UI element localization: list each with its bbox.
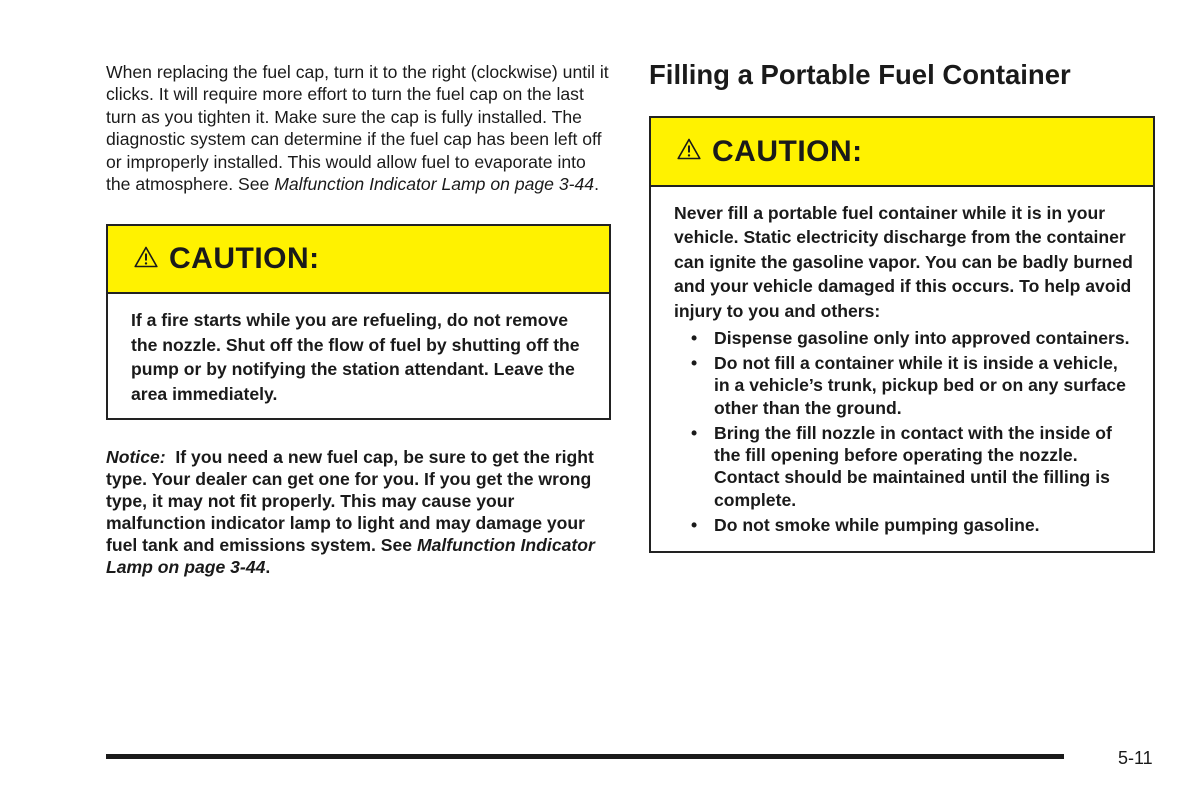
left-column	[106, 61, 611, 578]
bullet-item	[674, 327, 1133, 349]
bullet-dot: •	[691, 328, 698, 349]
caution-body	[651, 187, 1153, 551]
caution-bullet-list	[674, 327, 1133, 536]
footer-rule	[106, 754, 1064, 759]
bullet-text: Do not smoke while pumping gasoline.	[714, 514, 1040, 535]
page-number: 5-11	[1118, 748, 1153, 768]
right-column	[649, 58, 1155, 553]
caution-header	[651, 118, 1153, 187]
notice-reference: Malfunction Indicator Lamp on page 3-44	[106, 535, 595, 578]
notice-paragraph	[106, 446, 611, 578]
caution-header	[108, 226, 609, 294]
portable-container-caution-box	[649, 116, 1155, 553]
notice-text-end: .	[265, 557, 271, 578]
caution-intro: Never fill a portable fuel container while it is in your vehicle. Static electricity discharge from the container can ignite the gasoline vapor. You can be badly burned and your vehicle damaged if this occurs. To help avoid injury to you and others:	[674, 203, 1133, 321]
bullet-dot: •	[691, 422, 698, 443]
caution-body: If a fire starts while you are refueling, do not remove the nozzle. Shut off the flow of fuel by shutting off the pump or by notifying the station attendant. Leave the area immediately.	[131, 310, 580, 404]
fuel-cap-reference: Malfunction Indicator Lamp on page 3-44	[274, 174, 595, 195]
bullet-text: Do not fill a container while it is inside a vehicle, in a vehicle’s trunk, pickup bed or on any surface other than the ground.	[714, 352, 1126, 418]
fuel-cap-text: When replacing the fuel cap, turn it to the right (clockwise) until it clicks. It will require more effort to turn the fuel cap on the last turn as you tighten it. Make sure the cap is fully installed. The diagnostic system can determine if the fuel cap has been left off or improperly installed. This would allow fuel to evaporate into the atmosphere. See	[106, 62, 609, 195]
warning-triangle-icon	[134, 246, 158, 273]
bullet-text: Bring the fill nozzle in contact with the inside of the fill opening before operating the nozzle. Contact should be maintained until the filling is complete.	[714, 422, 1112, 510]
section-heading: Filling a Portable Fuel Container	[649, 59, 1071, 90]
bullet-item	[674, 422, 1133, 512]
bullet-dot: •	[691, 514, 698, 535]
notice-text: If you need a new fuel cap, be sure to get the right type. Your dealer can get one for you. If you get the wrong type, it may not fit properly. This may cause your malfunction indicator lamp to light and may damage your fuel tank and emissions system. See	[106, 447, 594, 556]
notice-label: Notice:	[106, 447, 166, 468]
fire-caution-box	[106, 224, 611, 420]
bullet-item	[674, 514, 1133, 536]
caution-title: CAUTION:	[169, 242, 320, 276]
bullet-dot: •	[691, 352, 698, 373]
warning-triangle-icon	[677, 138, 701, 165]
caution-title: CAUTION:	[712, 134, 863, 168]
bullet-item	[674, 352, 1133, 419]
fuel-cap-paragraph	[106, 61, 611, 195]
bullet-text: Dispense gasoline only into approved containers.	[714, 328, 1130, 349]
fuel-cap-text-end: .	[594, 174, 599, 195]
